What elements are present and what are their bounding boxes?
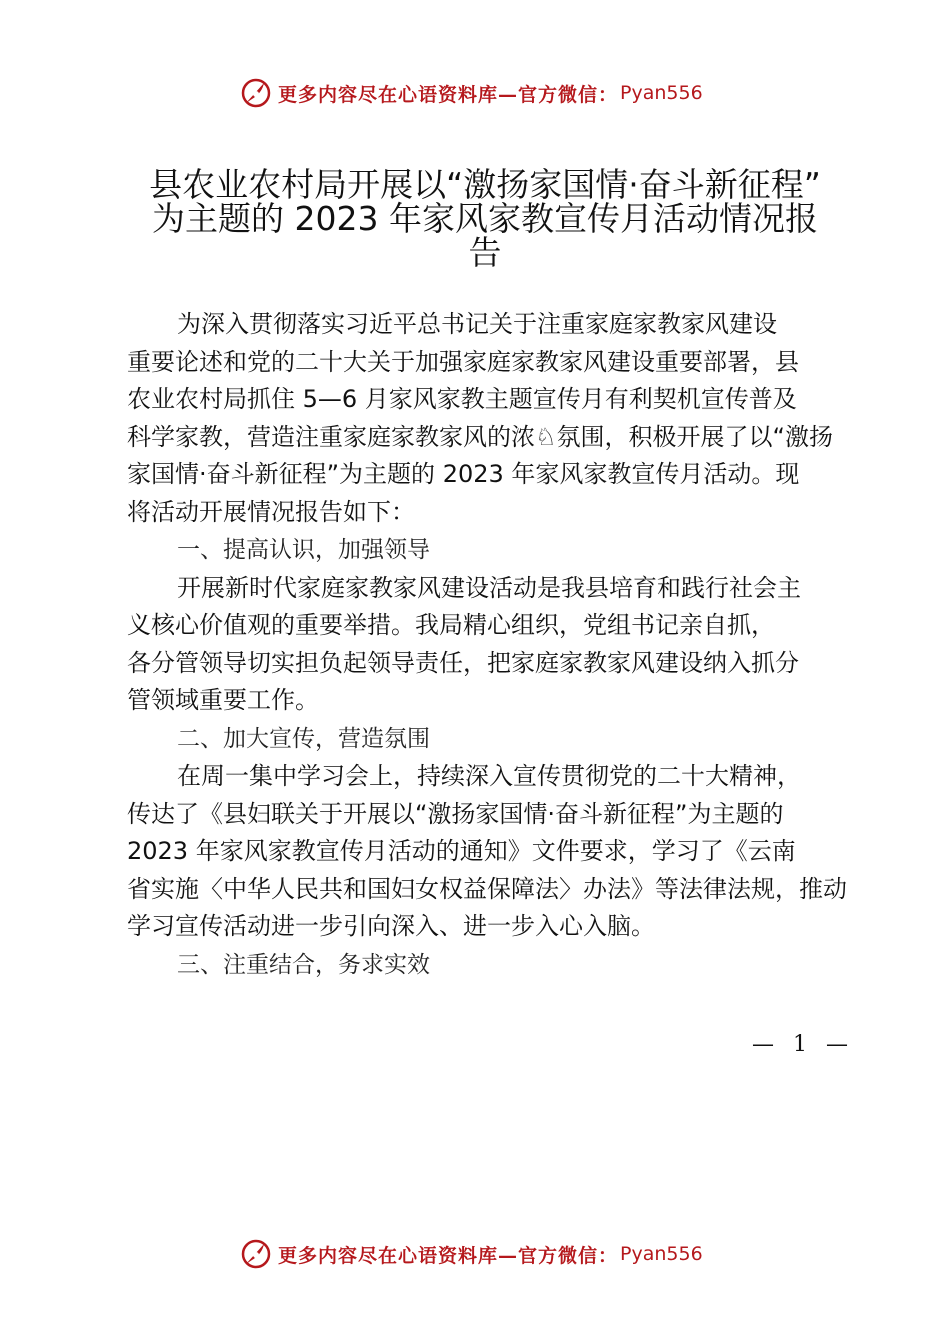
banner-wechat-id: Pyan556 [620, 1243, 703, 1265]
section-heading: 一、提高认识，加强领导 [177, 537, 430, 563]
banner-text: 更多内容尽在心语资料库—官方微信： [278, 1244, 619, 1267]
paragraph-line: 省实施〈中华人民共和国妇女权益保障法〉办法》等法律法规，推动 [127, 874, 847, 903]
paragraph-line: 为深入贯彻落实习近平总书记关于注重家庭家教家风建设 [177, 310, 777, 338]
footer-banner [240, 1236, 760, 1272]
section-heading: 二、加大宣传，营造氛围 [177, 725, 430, 752]
paragraph-line: 各分管领导切实担负起领导责任，把家庭家教家风建设纳入抓分 [127, 648, 799, 677]
title-line: 告 [468, 233, 502, 272]
paragraph-line: 重要论述和党的二十大关于加强家庭家教家风建设重要部署，县 [127, 347, 799, 376]
header-banner [240, 75, 760, 111]
banner-wechat-id: Pyan556 [620, 82, 703, 104]
paragraph-line: 2023 年家风家教宣传月活动的通知》文件要求，学习了《云南 [127, 837, 796, 865]
paragraph-line: 农业农村局抓住 5—6 月家风家教主题宣传月有利契机宣传普及 [127, 385, 797, 413]
paragraph-line: 管领域重要工作。 [127, 686, 319, 714]
paragraph-line: 科学家教，营造注重家庭家教家风的浓♘氛围，积极开展了以“激扬 [127, 422, 833, 451]
title-line: 县农业农村局开展以“激扬家国情·奋斗新征程” [149, 165, 821, 204]
quill-logo-icon [240, 77, 272, 109]
document-title [120, 165, 850, 272]
paragraph-line: 学习宣传活动进一步引向深入、进一步入心入脑。 [127, 912, 655, 940]
paragraph-line: 传达了《县妇联关于开展以“激扬家国情·奋斗新征程”为主题的 [127, 799, 784, 828]
quill-logo-icon [240, 1238, 272, 1270]
title-line: 为主题的 2023 年家风家教宣传月活动情况报 [152, 199, 818, 238]
section-heading: 三、注重结合，务求实效 [177, 951, 430, 978]
paragraph-line: 在周一集中学习会上，持续深入宣传贯彻党的二十大精神， [177, 762, 801, 790]
paragraph-line: 家国情·奋斗新征程”为主题的 2023 年家风家教宣传月活动。现 [127, 460, 800, 488]
banner-text: 更多内容尽在心语资料库—官方微信： [278, 83, 619, 106]
page-number: — 1 — [752, 1032, 854, 1057]
document-body [127, 306, 847, 984]
paragraph-line: 开展新时代家庭家教家风建设活动是我县培育和践行社会主 [177, 573, 801, 602]
paragraph-line: 将活动开展情况报告如下： [127, 497, 415, 526]
paragraph-line: 义核心价值观的重要举措。我局精心组织，党组书记亲自抓， [127, 611, 775, 639]
